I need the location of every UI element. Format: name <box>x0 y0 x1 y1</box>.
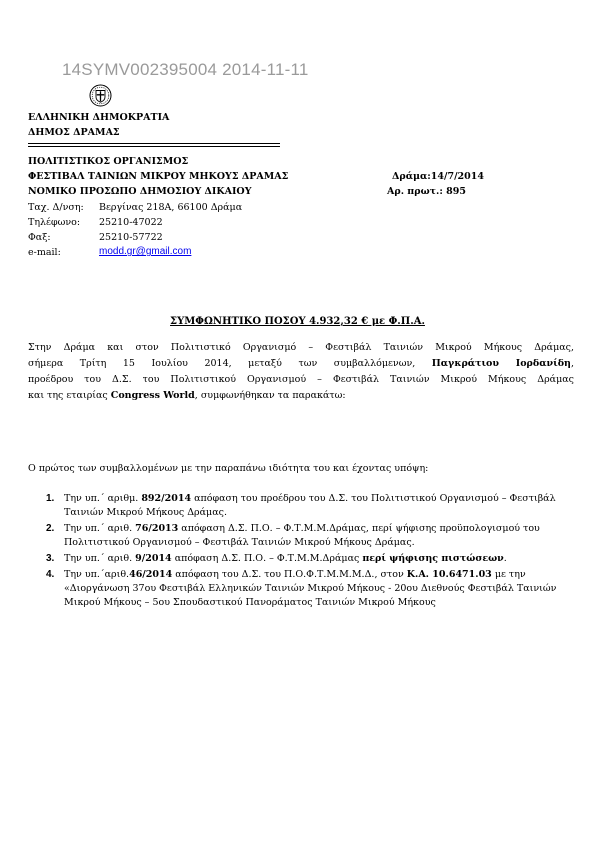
item-emphasis: περί ψήφισης πιστώσεων <box>362 553 504 564</box>
contact-email-label: e-mail: <box>28 247 61 258</box>
list-item <box>28 568 576 610</box>
president-name: Παγκράτιου Ιορδανίδη <box>431 358 571 369</box>
intro-line-3: προέδρου του Δ.Σ. του Πολιτιστικού Οργανισμού – Φεστιβάλ Ταινιών Μικρού Μήκους Δράμας <box>28 374 574 385</box>
contact-address-value: Βεργίνας 218Α, 66100 Δράμα <box>99 202 243 213</box>
list-item-number: 2. <box>46 523 55 534</box>
header-municipality: ΔΗΜΟΣ ΔΡΑΜΑΣ <box>28 127 120 138</box>
decision-number: 892/2014 <box>141 493 192 504</box>
considerations-lead: Ο πρώτος των συμβαλλομένων με την παραπάνω ιδιότητα του και έχοντας υπόψη: <box>28 463 429 474</box>
list-item <box>28 552 576 566</box>
intro-line-1: Στην Δράμα και στον Πολιτιστικό Οργανισμό – Φεστιβάλ Ταινιών Μικρού Μήκους Δράμας, <box>28 342 574 353</box>
intro-line-4 <box>28 388 574 404</box>
contact-phone-value: 25210-47022 <box>99 217 163 228</box>
item-text: με την «Διοργάνωση 37ου Φεστιβάλ Ελληνικών Ταινιών Μικρού Μήκους - 20ου Διεθνούς Φεστιβάλ Ταινιών Μικρού Μήκους – 5ου Σπουδαστικού Πανοράματος Ταινιών Μικρού Μήκους <box>64 569 557 608</box>
contact-fax-label: Φαξ: <box>28 232 51 243</box>
item-text: Την υπ.΄αριθ. <box>64 569 130 580</box>
document-id-watermark: 14SYMV002395004 2014-11-11 <box>62 60 309 79</box>
item-text: Την υπ.΄ αριθ. <box>64 553 133 564</box>
company-name: Congress World <box>110 390 195 401</box>
list-item-number: 4. <box>46 569 55 580</box>
item-text: απόφαση του προέδρου του Δ.Σ. του Πολιτιστικού Οργανισμού – Φεστιβάλ Ταινιών Μικρού Μήκους Δράμας. <box>64 493 556 518</box>
header-legal-entity: ΝΟΜΙΚΟ ΠΡΟΣΩΠΟ ΔΗΜΟΣΙΟΥ ΔΙΚΑΙΟΥ <box>28 186 252 197</box>
contact-fax-value: 25210-57722 <box>99 232 163 243</box>
contact-phone-label: Τηλέφωνο: <box>28 217 81 228</box>
list-item <box>28 522 576 550</box>
intro-line-2 <box>28 356 574 372</box>
intro-company-prefix: και της εταιρίας <box>28 390 108 401</box>
intro-closing: , συμφωνήθηκαν τα παρακάτω: <box>194 390 346 401</box>
header-divider-bottom <box>28 146 280 147</box>
item-text: απόφαση Δ.Σ. Π.Ο. – Φ.Τ.Μ.Μ.Δράμας, περί ψήφισης προϋπολογισμού του Πολιτιστικού Οργανισμού – Φεστιβάλ Ταινιών Μικρού Μήκους Δράμας. <box>64 523 540 548</box>
intro-date-text: σήμερα Τρίτη 15 Ιουλίου 2014, μεταξύ των συμβαλλόμενων, <box>28 358 416 369</box>
document-date: Δράμα:14/7/2014 <box>392 171 484 182</box>
protocol-number: Αρ. πρωτ.: 895 <box>387 186 466 197</box>
item-text: απόφαση του Δ.Σ. του Π.Ο.Φ.Τ.Μ.Μ.Μ.Δ., στον <box>172 569 407 580</box>
list-item <box>28 492 576 520</box>
item-text: απόφαση Δ.Σ. Π.Ο. – Φ.Τ.Μ.Μ.Δράμας <box>171 553 363 564</box>
item-text: Την υπ.΄ αριθ. <box>64 523 133 534</box>
list-item-number: 1. <box>46 493 55 504</box>
header-festival-name: ΦΕΣΤΙΒΑΛ ΤΑΙΝΙΩΝ ΜΙΚΡΟΥ ΜΗΚΟΥΣ ΔΡΑΜΑΣ <box>28 171 289 182</box>
intro-comma: , <box>570 358 574 369</box>
decision-number: 9/2014 <box>135 553 172 564</box>
budget-code: Κ.Α. 10.6471.03 <box>406 569 492 580</box>
intro-paragraph <box>28 340 574 404</box>
header-org-name: ΠΟΛΙΤΙΣΤΙΚΟΣ ΟΡΓΑΝΙΣΜΟΣ <box>28 156 189 167</box>
decision-number: 76/2013 <box>135 523 179 534</box>
list-item-number: 3. <box>46 553 55 564</box>
header-republic: ΕΛΛΗΝΙΚΗ ΔΗΜΟΚΡΑΤΙΑ <box>28 112 170 123</box>
greek-coat-of-arms-icon <box>89 84 112 107</box>
item-text: Την υπ.΄ αριθμ. <box>64 493 139 504</box>
contact-email-link[interactable]: modd.gr@gmail.com <box>99 246 192 257</box>
item-text: . <box>503 553 507 564</box>
contact-address-label: Ταχ. Δ/νση: <box>28 202 84 213</box>
considerations-list <box>28 492 576 612</box>
agreement-title: ΣΥΜΦΩΝΗΤΙΚΟ ΠΟΣΟΥ 4.932,32 € με Φ.Π.Α. <box>170 316 425 327</box>
header-divider-top <box>28 143 280 144</box>
decision-number: 46/2014 <box>129 569 173 580</box>
